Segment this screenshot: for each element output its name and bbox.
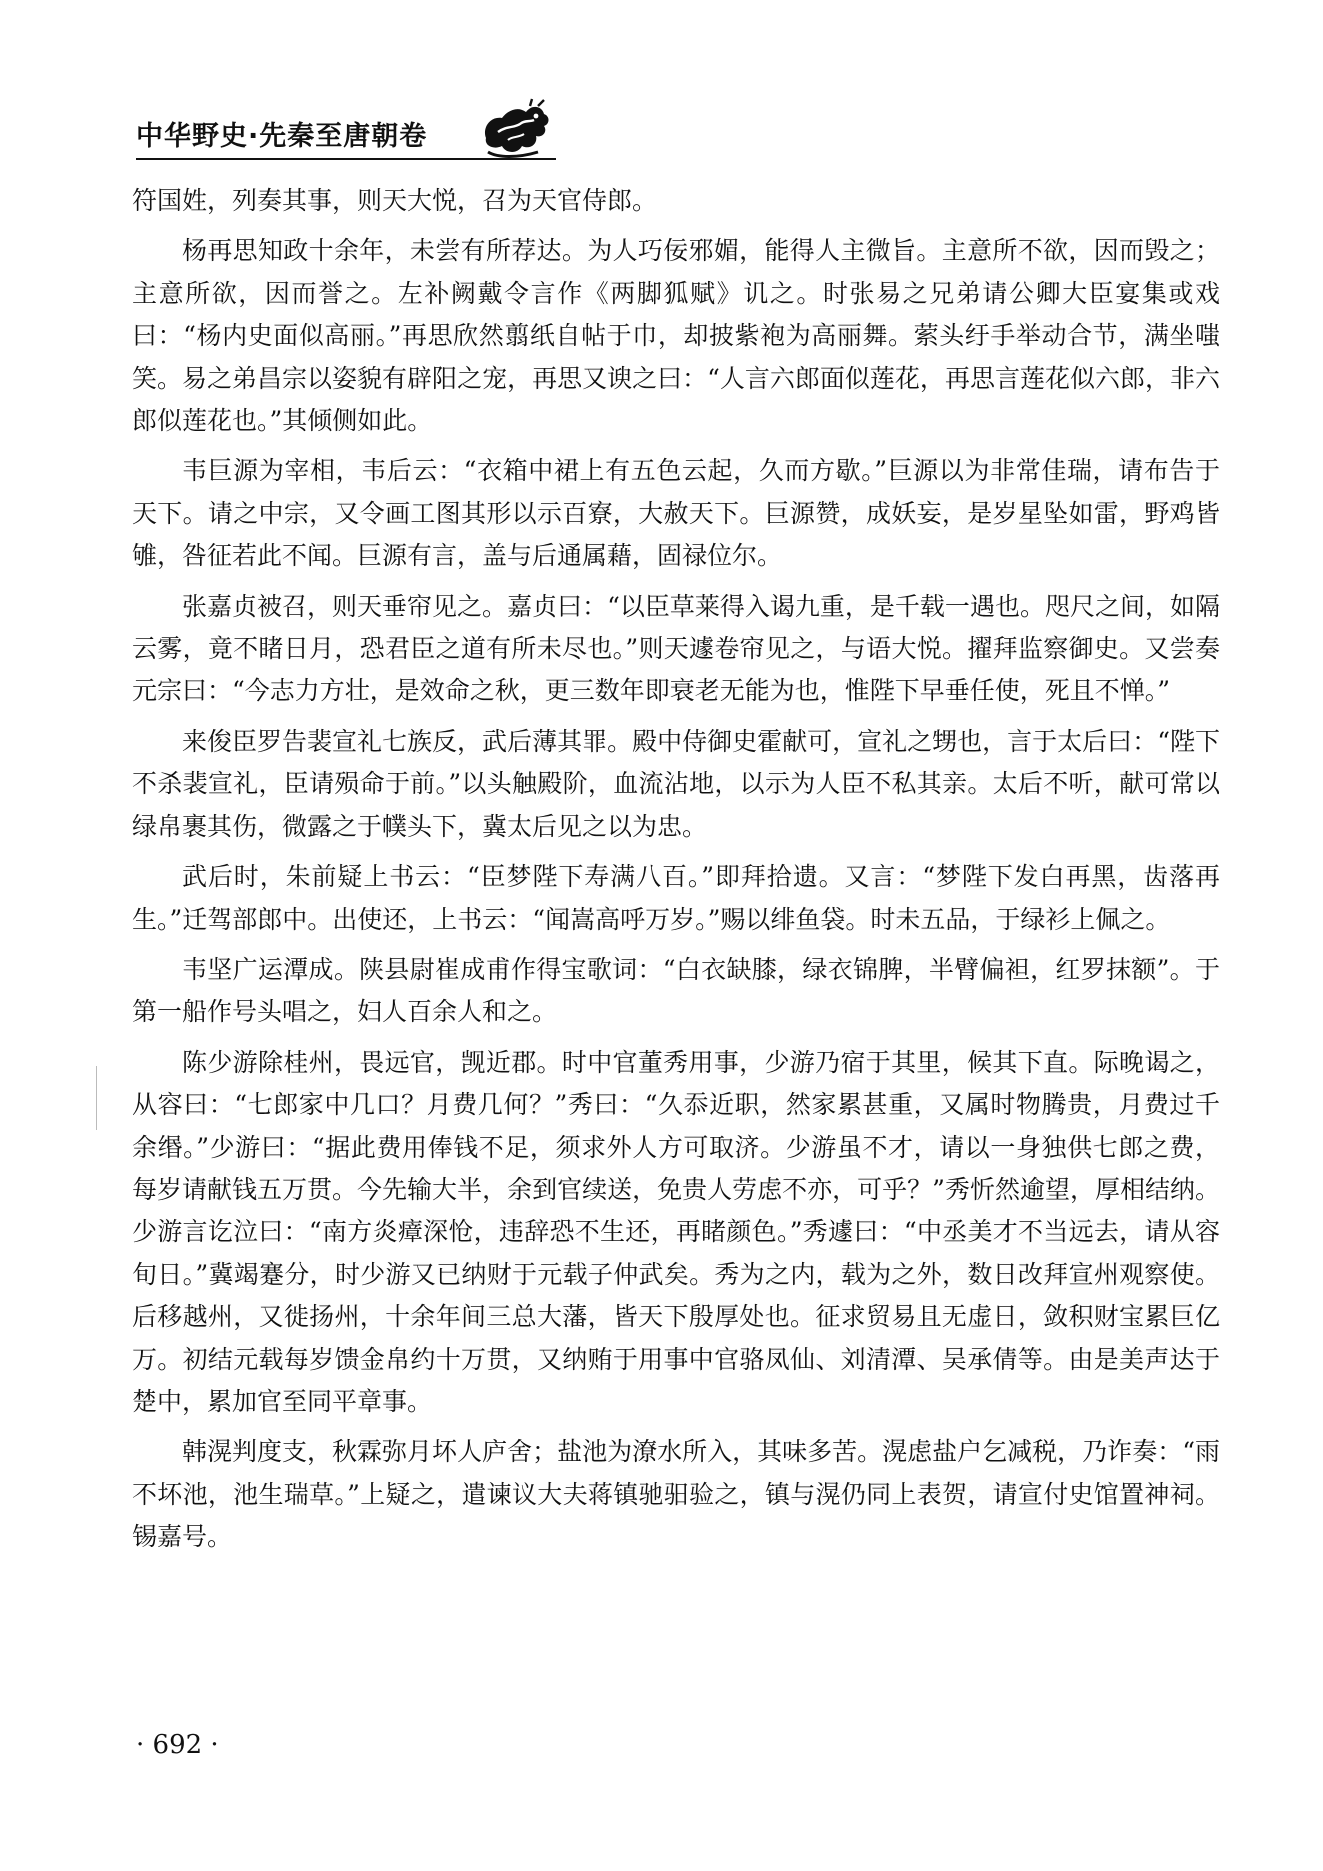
paragraph-wei-juyuan: 韦巨源为宰相，韦后云：“衣箱中裙上有五色云起，久而方歇。”巨源以为非常佳瑞，请布告于天下。请之中宗，又令画工图其形以示百寮，大赦天下。巨源赞，成妖妄，是岁星坠如雷，野鸡皆雊，咎征若此不闻。巨源有言，盖与后通属藉，固禄位尔。 [132,456,1220,571]
paragraph-yang-zaisi: 杨再思知政十余年，未尝有所荐达。为人巧佞邪媚，能得人主微旨。主意所不欲，因而毁之；主意所欲，因而誉之。左补阙戴令言作《两脚狐赋》讥之。时张易之兄弟请公卿大臣宴集或戏曰：“杨内史面似高丽。”再思欣然翦纸自帖于巾，却披紫袍为高丽舞。萦头纡手举动合节，满坐嗤笑。易之弟昌宗以姿貌有辟阳之宠，再思又谀之曰：“人言六郎面似莲花，再思言莲花似六郎，非六郎似莲花也。”其倾侧如此。 [132,236,1220,436]
paragraph-chen-shaoyou: 陈少游除桂州，畏远官，觊近郡。时中官董秀用事，少游乃宿于其里，候其下直。际晚谒之，从容曰：“七郎家中几口？月费几何？”秀曰：“久忝近职，然家累甚重，又属时物腾贵，月费过千余缗。”少游曰：“据此费用俸钱不足，须求外人方可取济。少游虽不才，请以一身独供七郎之费，每岁请献钱五万贯。今先输大半，余到官续送，免贵人劳虑不亦，可乎？”秀忻然逾望，厚相结纳。少游言讫泣曰：“南方炎瘴深怆，违辞恐不生还，再睹颜色。”秀遽曰：“中丞美才不当远去，请从容旬日。”冀竭蹇分，时少游又已纳财于元载子仲武矣。秀为之内，载为之外，数日改拜宣州观察使。后移越州，又徙扬州，十余年间三总大藩，皆天下殷厚处也。征求贸易且无虚日，敛积财宝累巨亿万。初结元载每岁馈金帛约十万贯，又纳贿于用事中官骆凤仙、刘清潭、吴承倩等。由是美声达于楚中，累加官至同平章事。 [132,1047,1220,1416]
paragraph-continued: 符国姓，列奏其事，则天大悦，召为天官侍郎。 [132,186,658,215]
paragraph-wei-jian: 韦坚广运潭成。陕县尉崔成甫作得宝歌词：“白衣缺膝，绿衣锦脾，半臂偏袒，红罗抹额”。于第一船作号头唱之，妇人百余人和之。 [132,954,1220,1027]
header-title: 中华野史·先秦至唐朝卷 [136,121,428,152]
paragraph-han-huang: 韩滉判度支，秋霖弥月坏人庐舍；盐池为潦水所入，其味多苦。滉虑盐户乞减税，乃诈奏：“雨不坏池，池生瑞草。”上疑之，遣谏议大夫蒋镇驰驲验之，镇与滉仍同上表贺，请宣付史馆置神祠。锡嘉号。 [132,1437,1220,1552]
page-number: · 692 · [136,1730,219,1760]
body-text [132,180,1220,1567]
paragraph-zhang-jiazhen: 张嘉贞被召，则天垂帘见之。嘉贞曰：“以臣草莱得入谒九重，是千载一遇也。咫尺之间，如隔云雾，竟不睹日月，恐君臣之道有所未尽也。”则天遽卷帘见之，与语大悦。擢拜监察御史。又尝奏元宗曰：“今志力方壮，是效命之秋，更三数年即衰老无能为也，惟陛下早垂任使，死且不惮。” [132,591,1220,706]
dragon-icon [478,98,554,160]
paragraph-zhu-qianyi: 武后时，朱前疑上书云：“臣梦陛下寿满八百。”即拜拾遗。又言：“梦陛下发白再黑，齿落再生。”迁驾部郎中。出使还，上书云：“闻嵩高呼万岁。”赐以绯鱼袋。时未五品，于绿衫上佩之。 [132,862,1220,934]
margin-mark [96,1066,97,1130]
paragraph-lai-junchen: 来俊臣罗告裴宣礼七族反，武后薄其罪。殿中侍御史霍献可，宣礼之甥也，言于太后曰：“陛下不杀裴宣礼，臣请殒命于前。”以头触殿阶，血流沾地，以示为人臣不私其亲。太后不听，献可常以绿帛裹其伤，微露之于幞头下，冀太后见之以为忠。 [132,726,1220,841]
